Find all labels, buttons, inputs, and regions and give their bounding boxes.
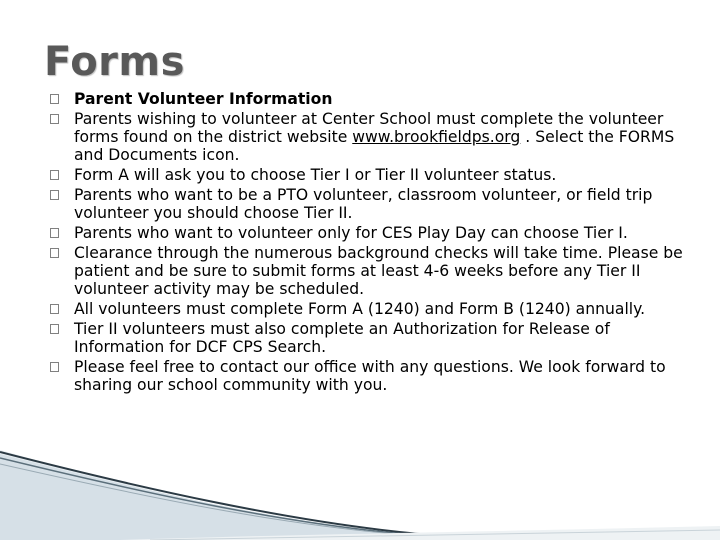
slide-title: Forms [44,39,185,85]
bullet-box-icon [50,114,59,124]
bullet-box-icon [50,324,59,334]
bullet-box-icon [50,170,59,180]
bullet-item: Form A will ask you to choose Tier I or Tier II volunteer status. [50,166,690,184]
bullet-item: Tier II volunteers must also complete an Authorization for Release of Information for DCF CPS Search. [50,320,690,356]
bullet-item: All volunteers must complete Form A (1240) and Form B (1240) annually. [50,300,690,318]
bullet-item: Parents who want to volunteer only for CES Play Day can choose Tier I. [50,224,690,242]
bullet-box-icon [50,248,59,258]
bullet-box-icon [50,304,59,314]
bullet-list [50,90,690,396]
decorative-wave [0,430,720,540]
bullet-box-icon [50,190,59,200]
bullet-item: Clearance through the numerous background checks will take time. Please be patient and be sure to submit forms at least 4-6 weeks before any Tier II volunteer activity may be scheduled. [50,244,690,298]
bullet-box-icon [50,362,59,372]
bullet-item: Please feel free to contact our office with any questions. We look forward to sharing our school community with you. [50,358,690,394]
bullet-box-icon [50,228,59,238]
district-website-link[interactable]: www.brookfieldps.org [352,128,521,146]
bullet-item: Parents wishing to volunteer at Center School must complete the volunteer forms found on the district website www.brookfieldps.org . Select the FORMS and Documents icon. [50,110,690,164]
bullet-item: Parent Volunteer Information [50,90,690,108]
bullet-box-icon [50,94,59,104]
bullet-item: Parents who want to be a PTO volunteer, classroom volunteer, or field trip volunteer you should choose Tier II. [50,186,690,222]
